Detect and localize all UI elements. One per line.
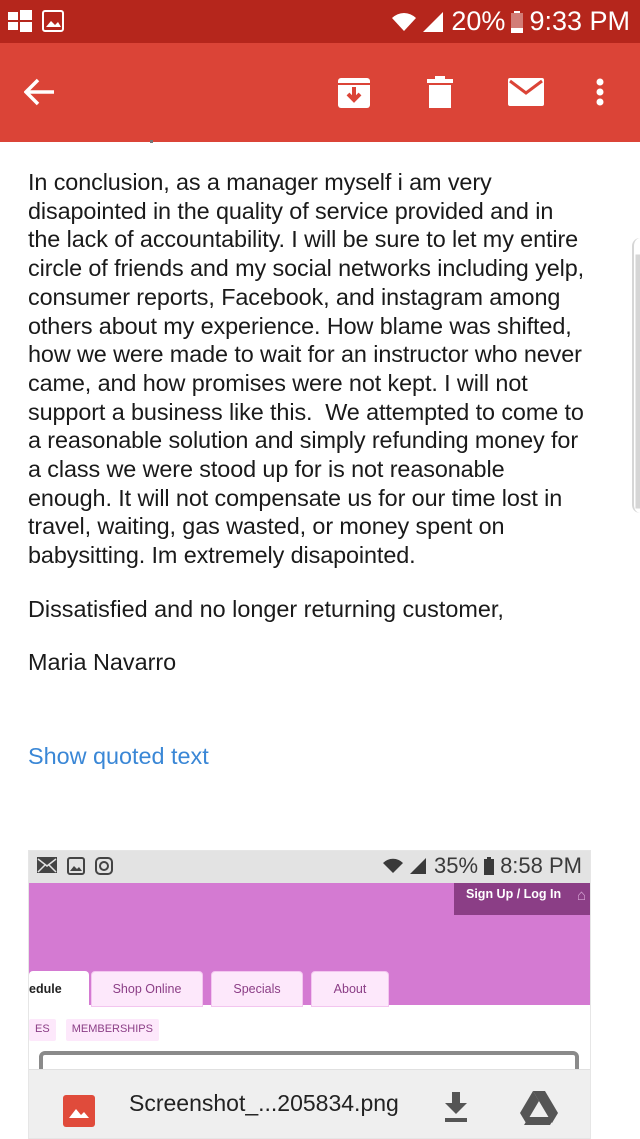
subtab-memberships: MEMBERSHIPS <box>66 1019 159 1041</box>
delete-button[interactable] <box>416 68 464 116</box>
tab-specials <box>211 971 303 1007</box>
archive-button[interactable] <box>330 68 378 116</box>
mark-unread-button[interactable] <box>502 68 550 116</box>
save-to-drive-button[interactable] <box>519 1088 559 1128</box>
tab-label: edule <box>29 982 62 996</box>
more-button[interactable] <box>576 68 624 116</box>
signup-label: Sign Up / Log In <box>466 887 562 901</box>
drive-icon <box>520 1091 558 1125</box>
arrow-back-icon <box>24 78 56 106</box>
signup-login-link <box>454 883 591 915</box>
back-button[interactable] <box>16 68 64 116</box>
email-closing: Dissatisfied and no longer returning customer, <box>28 596 504 622</box>
battery-icon <box>511 11 523 33</box>
trash-icon <box>427 76 453 108</box>
show-quoted-text-link[interactable]: Show quoted text <box>28 743 209 769</box>
tab-label: Specials <box>233 982 281 996</box>
status-bar <box>0 0 640 43</box>
archive-icon <box>337 75 371 109</box>
instagram-icon <box>95 857 113 875</box>
email-signature: Maria Navarro <box>28 649 177 675</box>
more-vert-icon <box>596 78 604 106</box>
tab-label: Shop Online <box>112 982 182 996</box>
email-body-text: In conclusion, as a manager myself i am very disapointed in the quality of service provided and in the lack of accountability. I will be sure to let my entire circle of friends and my social networks including yelp, consumer reports, Facebook, and instagram among others about my experience. How blame was shifted, how we were made to wait for an instructor who never came, and how promises were not kept. I will not support a business like this. We attempted to come to a reasonable solution and simply refunding money for a class we were stood up for is not reasonable enough. It will not compensate us for our time lost in travel, waiting, gas wasted, or money spent on babysitting. Im extremely disapointed. <box>28 169 585 569</box>
gallery-icon <box>42 10 64 32</box>
attachment-clock: 8:58 PM <box>500 853 582 878</box>
attachment-footer <box>29 1069 591 1139</box>
clock: 9:33 PM <box>529 6 630 36</box>
home-icon: ⌂ <box>576 887 586 904</box>
wifi-icon <box>391 12 417 32</box>
scroll-indicator[interactable] <box>632 238 640 513</box>
image-file-icon <box>63 1095 95 1127</box>
windows-icon <box>8 10 32 32</box>
divider-dot <box>150 140 153 143</box>
battery-icon <box>484 857 494 875</box>
toolbar <box>0 43 640 142</box>
signal-icon <box>423 12 445 32</box>
attachment-filename: Screenshot_...205834.png <box>129 1090 399 1116</box>
battery-percent: 20% <box>451 6 506 36</box>
signal-icon <box>410 858 428 874</box>
attachment-status-bar <box>29 851 591 883</box>
attachment-battery: 35% <box>434 853 479 878</box>
tab-shop-online <box>91 971 203 1007</box>
tab-about <box>311 971 389 1007</box>
download-icon <box>443 1092 469 1122</box>
attachment-preview[interactable] <box>28 850 591 1139</box>
mail-icon <box>508 78 544 106</box>
tab-schedule <box>29 971 89 1007</box>
site-tabs <box>29 971 591 1007</box>
site-subtabs <box>29 1019 159 1041</box>
tab-label: About <box>333 982 367 996</box>
email-body <box>28 168 618 570</box>
wifi-icon <box>382 858 404 874</box>
mail-icon <box>37 857 57 873</box>
download-button[interactable] <box>439 1090 473 1124</box>
gallery-icon <box>67 857 85 875</box>
subtab-classes: ES <box>29 1019 56 1041</box>
